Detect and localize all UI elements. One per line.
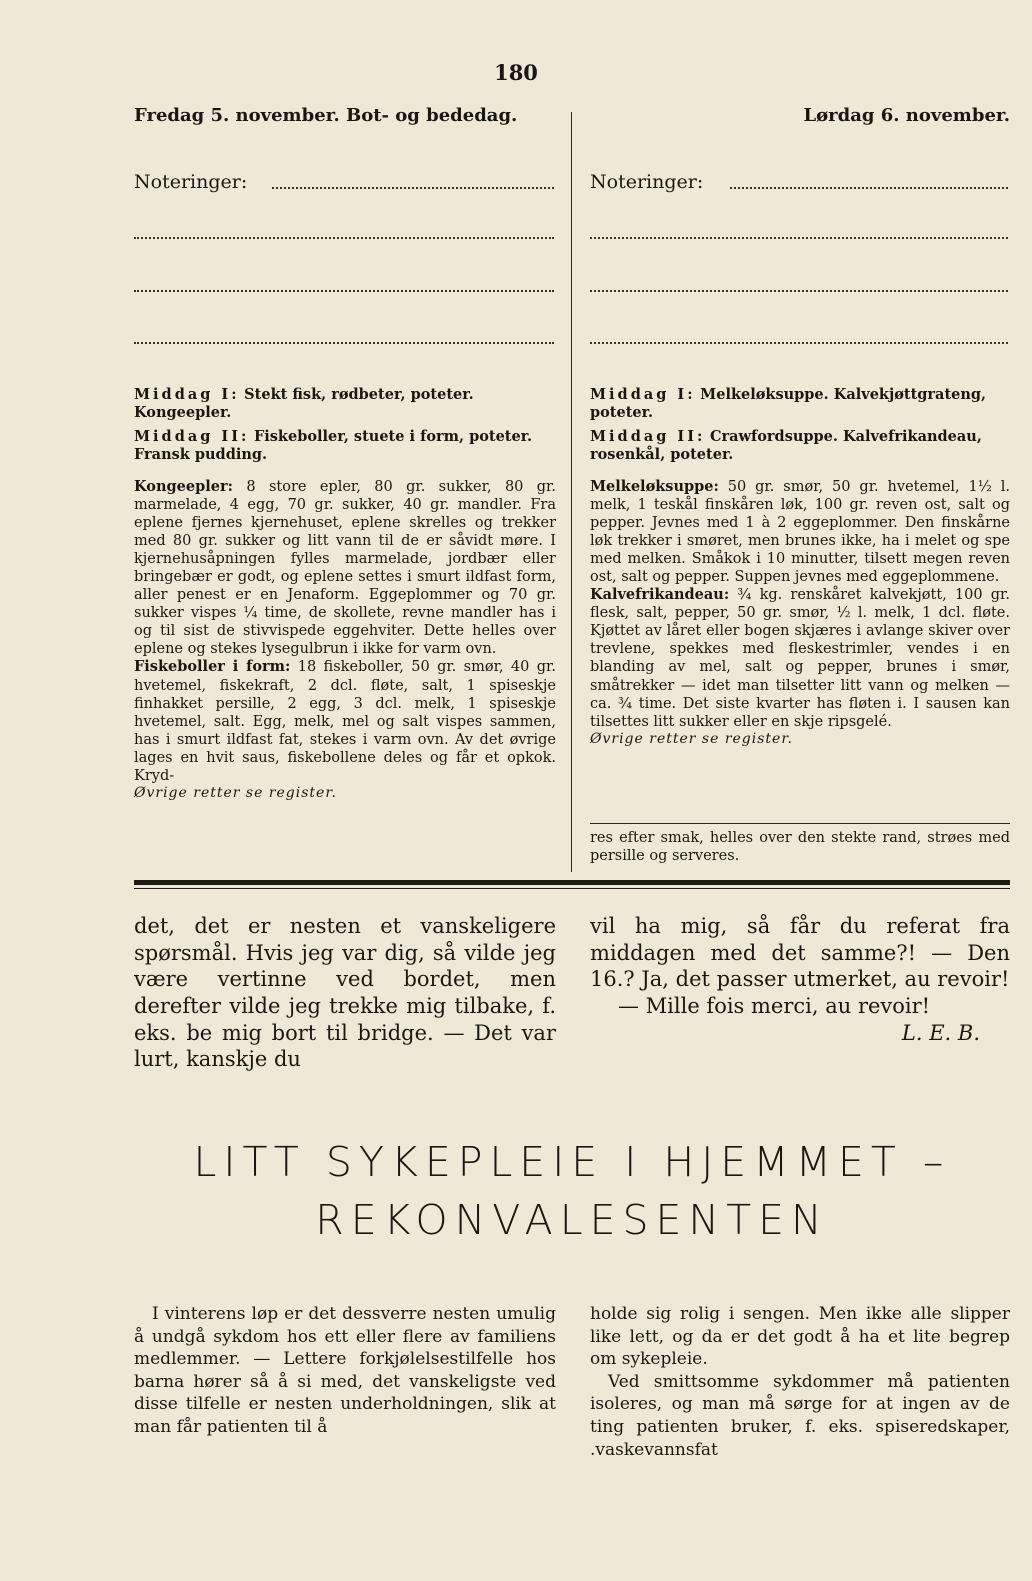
section-rule xyxy=(134,880,1010,885)
right-notes-line-2[interactable] xyxy=(590,235,1008,239)
article-title-line-1: LITT SYKEPLEIE I HJEMMET – xyxy=(193,1138,951,1186)
left-notes-line-3[interactable] xyxy=(134,288,554,292)
left-menu-1: Middag I: Stekt fisk, rødbeter, poteter. Kongeepler. xyxy=(134,386,474,422)
left-notes-line-2[interactable] xyxy=(134,235,554,239)
right-day-header: Lørdag 6. november. xyxy=(803,105,1010,126)
right-recipe-2: Kalvefrikandeau: ¾ kg. renskåret kalvekjøtt, 100 gr. flesk, salt, pepper, 50 gr. smør, ½ l. melk, 1 dcl. fløte. Kjøttet av låret eller bogen skjæres i avlange skiver over trevlene, spekkes med fleskestrimler, vendes i en blanding av mel, salt og pepper, brunes i smør, småtrekker — idet man tilsetter litt vann og melken — ca. ¾ time. Det siste kvarter has fløten i. I sausen kan tilsettes litt sukker eller en skje ripsgelé. xyxy=(590,586,1010,730)
left-notes-label: Noteringer: xyxy=(134,171,248,193)
right-menus xyxy=(590,386,1010,469)
dialogue-closing: — Mille fois merci, au revoir! xyxy=(618,993,931,1018)
right-more-recipes: Øvrige retter se register. xyxy=(590,730,793,747)
left-notes-line-1[interactable] xyxy=(272,185,554,189)
dialogue-left: det, det er nesten et vanskeligere spørsmål. Hvis jeg var dig, så vilde jeg være vertinne ved bordet, men derefter vilde jeg trekke mig tilbake, f. eks. be mig bort til bridge. — Det var lurt, kanskje du xyxy=(134,914,556,1072)
section-rule-thin xyxy=(134,888,1010,889)
column-divider xyxy=(571,112,572,872)
right-notes-line-3[interactable] xyxy=(590,288,1008,292)
right-notes-label: Noteringer: xyxy=(590,171,704,193)
left-menu-2: Middag II: Fiskeboller, stuete i form, poteter. Fransk pudding. xyxy=(134,427,533,463)
article-right: holde sig rolig i sengen. Men ikke alle slipper like lett, og da er det godt å ha et lite begrep om sykepleie. Ved smittsomme sykdommer må patienten isoleres, og man må sørge for at ingen av de ting patienten bruker, f. eks. spiseredskaper, .vaskevannsfat xyxy=(590,1304,1010,1460)
page-number: 180 xyxy=(494,60,538,85)
dialogue-right: vil ha mig, så får du referat fra middagen med det samme?! — Den 16.? Ja, det passer utmerket, au revoir! — Mille fois merci, au revoir! L. E. B. xyxy=(590,914,1010,1045)
right-notes-line-4[interactable] xyxy=(590,340,1008,344)
article-left: I vinterens løp er det dessverre nesten umulig å undgå sykdom hos ett eller flere av familiens medlemmer. — Lettere forkjølelsestilfelle hos barna hører så å si med, det vanskeligste ved disse tilfelle er nesten underholdningen, slik at man får patienten til å xyxy=(134,1304,556,1438)
right-notes-line-1[interactable] xyxy=(730,185,1008,189)
right-recipes xyxy=(590,478,1010,748)
right-menu-1: Middag I: Melkeløksuppe. Kalvekjøttgrateng, poteter. xyxy=(590,386,987,422)
left-recipe-1: Kongeepler: 8 store epler, 80 gr. sukker, 80 gr. marmelade, 4 egg, 70 gr. sukker, 40 gr. mandler. Fra eplene fjernes kjernehuset, eplene skrelles og trekker med 80 gr. sukker og litt vann til de er såvidt møre. I kjernehusåpningen fylles marmelade, jordbær eller bringebær er godt, og eplene settes i smurt ildfast form, aller penest er en Jenaform. Eggeplommer og 70 gr. sukker vispes ¼ time, de skollete, revne mandler has i og til sist de stivvispede eggehviter. Dette helles over eplene og stekes lysegulbrun i ikke for varm ovn. xyxy=(134,478,557,658)
right-recipe-1: Melkeløksuppe: 50 gr. smør, 50 gr. hvetemel, 1½ l. melk, 1 teskål finskåren løk, 100 gr. reven ost, salt og pepper. Jevnes med 1 à 2 eggeplommer. Den finskårne løk trekker i smøret, men brunes ikke, ha i melet og spe med melken. Småkok i 10 minutter, tilsett megen reven ost, salt og pepper. Suppen jevnes med eggeplommene. xyxy=(590,478,1010,586)
left-recipes xyxy=(134,478,556,802)
left-recipe-2: Fiskeboller i form: 18 fiskeboller, 50 gr. smør, 40 gr. hvetemel, fiskekraft, 2 dcl. fløte, salt, 1 spiseskje finhakket persille, 2 egg, 3 dcl. melk, 1 spiseskje hvetemel, salt. Egg, melk, mel og salt vispes sammen, has i smurt ildfast fat, stekes i varm ovn. Av det øvrige lages en hvit saus, fiskebollene deles og får et opkok. Kryd- xyxy=(134,658,556,784)
left-notes-line-4[interactable] xyxy=(134,340,554,344)
left-more-recipes: Øvrige retter se register. xyxy=(134,784,337,801)
right-menu-2: Middag II: Crawfordsuppe. Kalvefrikandeau, rosenkål, poteter. xyxy=(590,427,982,463)
article-title-line-2: REKONVALESENTEN xyxy=(315,1196,829,1244)
signature: L. E. B. xyxy=(901,1020,980,1045)
continuation-rule xyxy=(590,823,1010,824)
right-continuation: res efter smak, helles over den stekte rand, strøes med persille og serveres. xyxy=(590,830,1010,865)
left-day-header: Fredag 5. november. Bot- og bededag. xyxy=(134,105,518,126)
left-menus xyxy=(134,386,556,469)
